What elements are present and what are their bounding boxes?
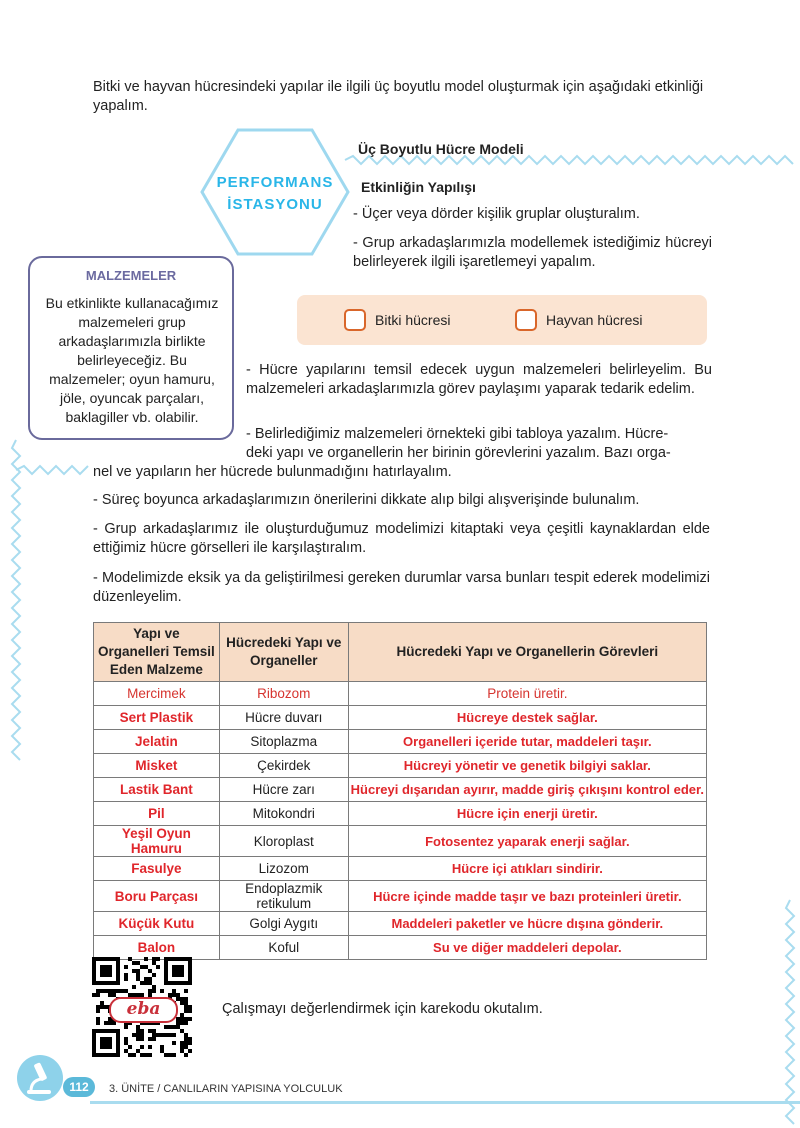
materials-text: Bu etkinlikte kullanacağımız malzemeleri grup arkadaşlarımızla birlikte belirleyeceğiz. Bu malzemeler; oyun hamuru, jöle, oyuncak parçaları, baklagiller vb. olabilir. xyxy=(45,295,219,425)
function-cell: Fotosentez yaparak enerji sağlar. xyxy=(348,826,706,857)
organelle-cell: Hücre duvarı xyxy=(219,706,348,730)
organelle-cell: Hücre zarı xyxy=(219,778,348,802)
steps-heading: Etkinliğin Yapılışı xyxy=(361,179,476,195)
function-cell: Hücre içi atıkları sindirir. xyxy=(348,857,706,881)
function-cell: Hücre için enerji üretir. xyxy=(348,802,706,826)
material-cell: Fasulye xyxy=(94,857,220,881)
table-row xyxy=(94,778,707,802)
function-cell: Organelleri içeride tutar, maddeleri taşır. xyxy=(348,730,706,754)
station-line2: İSTASYONU xyxy=(227,196,323,213)
footer-line xyxy=(90,1101,800,1104)
intro-text: Bitki ve hayvan hücresindeki yapılar ile ilgili üç boyutlu model oluşturmak için aşağıdaki etkinliği yapalım. xyxy=(93,79,704,114)
material-cell: Yeşil Oyun Hamuru xyxy=(94,826,220,857)
material-cell: Lastik Bant xyxy=(94,778,220,802)
example-function: Protein üretir. xyxy=(348,682,706,706)
step-3: - Hücre yapılarını temsil edecek uygun malzemeleri belirleyelim. Bu malzemeleri arkadaşlarımızla görev paylaşımı yaparak tedarik edelim. xyxy=(246,362,712,397)
material-cell: Boru Parçası xyxy=(94,881,220,912)
organelle-cell: Golgi Aygıtı xyxy=(219,912,348,936)
unit-title: 3. ÜNİTE / CANLILARIN YAPISINA YOLCULUK xyxy=(109,1083,343,1095)
microscope-icon xyxy=(17,1055,63,1101)
function-cell: Su ve diğer maddeleri depolar. xyxy=(348,936,706,960)
materials-title: MALZEMELER xyxy=(85,268,177,283)
function-cell: Hücreye destek sağlar. xyxy=(348,706,706,730)
function-cell: Hücreyi dışarıdan ayırır, madde giriş çıkışını kontrol eder. xyxy=(348,778,706,802)
organelle-cell: Sitoplazma xyxy=(219,730,348,754)
material-cell: Jelatin xyxy=(94,730,220,754)
plant-cell-label: Bitki hücresi xyxy=(375,312,451,328)
materials-box xyxy=(28,256,234,440)
material-cell: Sert Plastik xyxy=(94,706,220,730)
example-organelle: Ribozom xyxy=(219,682,348,706)
activity-title: Üç Boyutlu Hücre Modeli xyxy=(358,141,524,157)
qr-instruction: Çalışmayı değerlendirmek için karekodu okutalım. xyxy=(222,1001,543,1017)
table-row xyxy=(94,881,707,912)
step-1: - Üçer veya dörder kişilik gruplar oluşturalım. xyxy=(353,206,640,222)
table-row xyxy=(94,706,707,730)
material-cell: Balon xyxy=(94,936,220,960)
eba-logo: eba xyxy=(109,997,178,1023)
header-function: Hücredeki Yapı ve Organellerin Görevleri xyxy=(348,623,706,682)
table-row xyxy=(94,802,707,826)
organelle-cell: Koful xyxy=(219,936,348,960)
organelle-cell: Mitokondri xyxy=(219,802,348,826)
step-4-line3: nel ve yapıların her hücrede bulunmadığını hatırlayalım. xyxy=(93,464,452,480)
performance-station-badge xyxy=(200,126,350,258)
function-cell: Hücreyi yönetir ve genetik bilgiyi saklar. xyxy=(348,754,706,778)
table-row xyxy=(94,936,707,960)
organelle-cell: Çekirdek xyxy=(219,754,348,778)
step-2: - Grup arkadaşlarımızla modellemek istediğimiz hücreyi belirleyerek ilgili işaretlemeyi yapalım. xyxy=(353,235,712,270)
material-cell: Misket xyxy=(94,754,220,778)
function-cell: Maddeleri paketler ve hücre dışına gönderir. xyxy=(348,912,706,936)
animal-cell-label: Hayvan hücresi xyxy=(546,312,643,328)
material-cell: Küçük Kutu xyxy=(94,912,220,936)
material-cell: Pil xyxy=(94,802,220,826)
table-row xyxy=(94,730,707,754)
cell-type-options xyxy=(297,295,707,345)
example-row xyxy=(94,682,707,706)
step-5: - Süreç boyunca arkadaşlarımızın önerilerini dikkate alıp bilgi alışverişinde bulunalım. xyxy=(93,492,640,508)
table-row xyxy=(94,826,707,857)
step-4-line2: deki yapı ve organellerin her birinin görevlerini yazalım. Bazı orga- xyxy=(246,445,671,461)
organelle-cell: Kloroplast xyxy=(219,826,348,857)
animal-cell-checkbox[interactable] xyxy=(515,309,537,331)
table-row xyxy=(94,912,707,936)
step-4-line1: - Belirlediğimiz malzemeleri örnekteki gibi tabloya yazalım. Hücre- xyxy=(246,426,669,442)
station-line1: PERFORMANS xyxy=(216,174,334,191)
table-row xyxy=(94,857,707,881)
header-organelle: Hücredeki Yapı ve Organeller xyxy=(219,623,348,682)
organelle-cell: Lizozom xyxy=(219,857,348,881)
qr-code[interactable] xyxy=(92,957,192,1057)
plant-cell-checkbox[interactable] xyxy=(344,309,366,331)
function-cell: Hücre içinde madde taşır ve bazı proteinleri üretir. xyxy=(348,881,706,912)
header-material: Yapı ve Organelleri Temsil Eden Malzeme xyxy=(94,623,220,682)
example-material: Mercimek xyxy=(94,682,220,706)
page-number: 112 xyxy=(63,1077,95,1097)
step-7: - Modelimizde eksik ya da geliştirilmesi gereken durumlar varsa bunları tespit ederek modelimizi düzenleyelim. xyxy=(93,570,710,605)
organelle-cell: Endoplazmik retikulum xyxy=(219,881,348,912)
table-row xyxy=(94,754,707,778)
table-header-row xyxy=(94,623,707,682)
step-6: - Grup arkadaşlarımız ile oluşturduğumuz modelimizi kitaptaki veya çeşitli kaynaklardan elde ettiğimiz hücre görselleri ile karşılaştıralım. xyxy=(93,521,710,556)
organelle-table xyxy=(93,622,707,960)
